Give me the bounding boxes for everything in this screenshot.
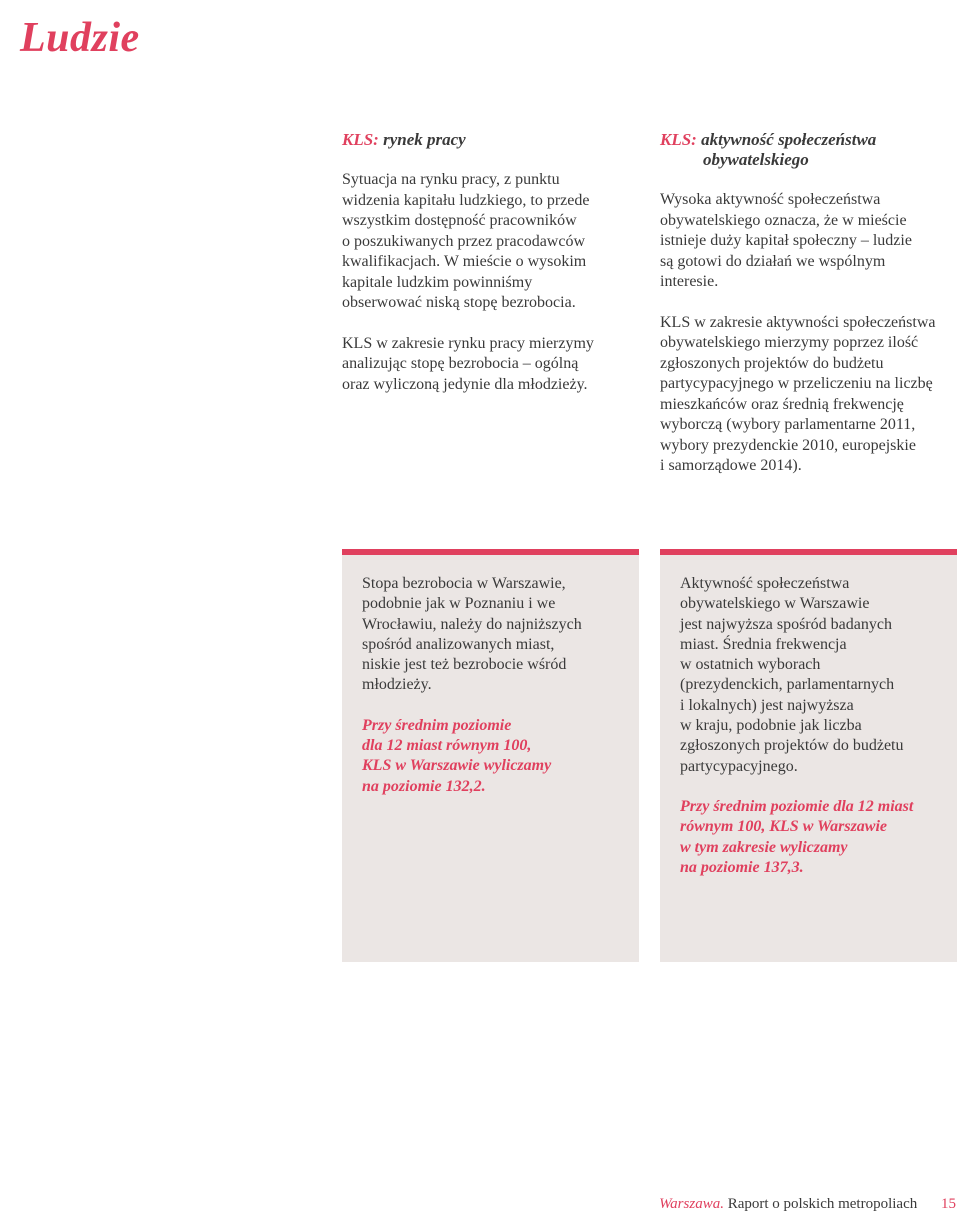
page-footer (659, 1196, 956, 1213)
heading-text: rynek pracy (383, 130, 466, 149)
page-title: Ludzie (20, 15, 140, 61)
section-heading (660, 130, 956, 170)
footer-subtitle: Raport o polskich metropoliach (727, 1196, 918, 1212)
summary-box-civic-activity (660, 549, 957, 962)
paragraph: KLS w zakresie rynku pracy mierzymy analizując stopę bezrobocia – ogólną oraz wyliczoną jedynie dla młodzieży. (342, 334, 594, 393)
paragraph: Wysoka aktywność społeczeństwa obywatelskiego oznacza, że w mieście istnieje duży kapitał społeczny – ludzie są gotowi do działań we wspólnym interesie. (660, 191, 912, 290)
footer-brand: Warszawa. (659, 1196, 724, 1212)
summary-highlight: Przy średnim poziomie dla 12 miast równym 100, KLS w Warszawie wyliczamy na poziomie 132,2. (362, 716, 552, 795)
page-number: 15 (941, 1196, 956, 1212)
paragraph: KLS w zakresie aktywności społeczeństwa obywatelskiego mierzymy poprzez ilość zgłoszonych projektów do budżetu partycypacyjnego w przeliczeniu na liczbę mieszkańców oraz średnią frekwencję wyborczą (wybory parlamentarne 2011, wybory prezydenckie 2010, europejskie i samorządowe 2014). (660, 313, 936, 474)
summary-text: Stopa bezrobocia w Warszawie, podobnie jak w Poznaniu i we Wrocławiu, należy do najniższych spośród analizowanych miast, niskie jest też bezrobocie wśród młodzieży. (362, 575, 582, 694)
heading-text-line2: obywatelskiego (703, 150, 809, 169)
paragraph: Sytuacja na rynku pracy, z punktu widzenia kapitału ludzkiego, to przede wszystkim dostępność pracowników o poszukiwanych przez pracodawców kwalifikacjach. W mieście o wysokim kapitale ludzkim powinniśmy obserwować niską stopę bezrobocia. (342, 171, 590, 311)
section-heading (342, 130, 637, 150)
heading-prefix: KLS: (342, 130, 379, 149)
heading-prefix: KLS: (660, 130, 697, 149)
section-civic-activity (660, 130, 956, 497)
summary-highlight: Przy średnim poziomie dla 12 miast równym 100, KLS w Warszawie w tym zakresie wyliczamy na poziomie 137,3. (680, 797, 914, 876)
section-labor-market (342, 130, 637, 415)
heading-text: aktywność społeczeństwa (701, 130, 877, 149)
summary-box-labor-market (342, 549, 639, 962)
summary-text: Aktywność społeczeństwa obywatelskiego w Warszawie jest najwyższa spośród badanych miast. Średnia frekwencja w ostatnich wyborach (prezydenckich, parlamentarnych i lokalnych) jest najwyższa w kraju, podobnie jak liczba zgłoszonych projektów do budżetu partycypacyjnego. (680, 575, 904, 775)
